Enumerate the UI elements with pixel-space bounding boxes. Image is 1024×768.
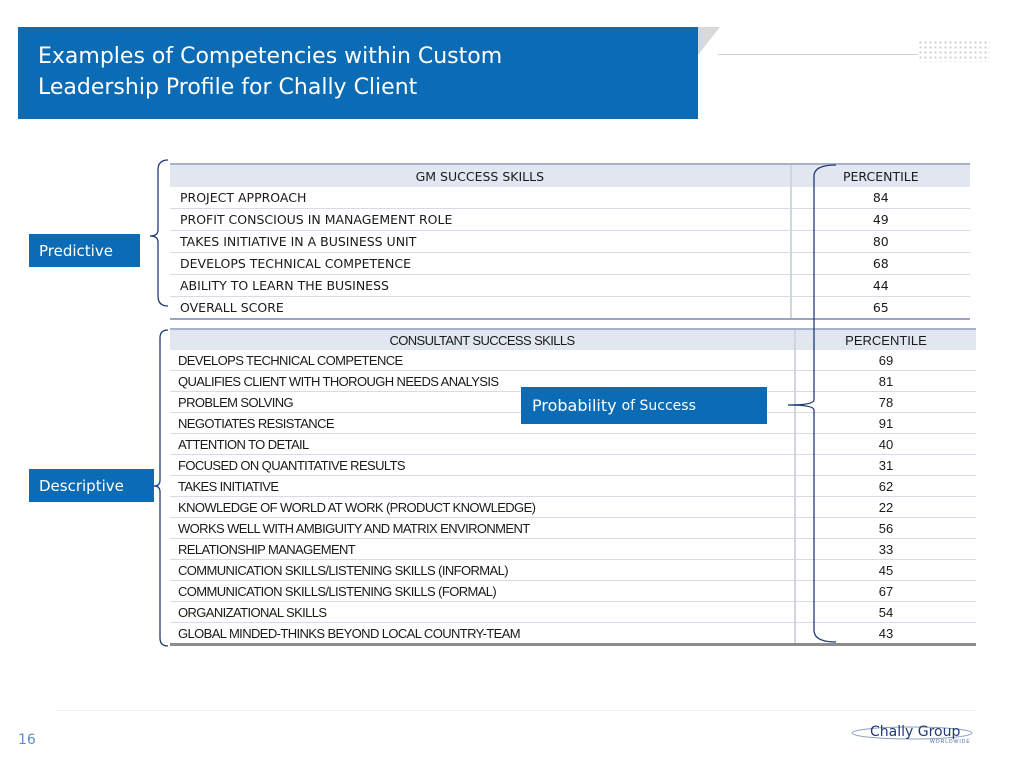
- skill-cell: ORGANIZATIONAL SKILLS: [170, 602, 795, 623]
- percentile-cell: 45: [795, 560, 976, 581]
- percentile-cell: 33: [795, 539, 976, 560]
- table-row: [170, 539, 976, 560]
- percentile-cell: 81: [795, 371, 976, 392]
- skill-cell: PROJECT APPROACH: [170, 187, 791, 209]
- page-number: 16: [18, 732, 36, 748]
- table-row: [170, 253, 970, 275]
- dot-pattern-decoration: [918, 40, 990, 62]
- table-row: [170, 231, 970, 253]
- percentile-cell: 84: [791, 187, 970, 209]
- percentile-cell: 80: [791, 231, 970, 253]
- table-header-row: [170, 164, 970, 187]
- skill-cell: KNOWLEDGE OF WORLD AT WORK (PRODUCT KNOWLEDGE): [170, 497, 795, 518]
- skill-cell: WORKS WELL WITH AMBIGUITY AND MATRIX ENVIRONMENT: [170, 518, 795, 539]
- percentile-cell: 91: [795, 413, 976, 434]
- table-row: [170, 476, 976, 497]
- skill-cell: COMMUNICATION SKILLS/LISTENING SKILLS (INFORMAL): [170, 560, 795, 581]
- title-tab-decoration: [698, 27, 720, 55]
- table-row: [170, 209, 970, 231]
- table-row: [170, 623, 976, 645]
- column-header-skill: CONSULTANT SUCCESS SKILLS: [170, 329, 795, 350]
- skill-cell: TAKES INITIATIVE: [170, 476, 795, 497]
- table-row: [170, 275, 970, 297]
- skill-cell: ATTENTION TO DETAIL: [170, 434, 795, 455]
- percentile-cell: 49: [791, 209, 970, 231]
- percentile-cell: 65: [791, 297, 970, 320]
- predictive-label: Predictive: [29, 234, 140, 267]
- probability-of-success-label: [521, 387, 767, 424]
- table-row: [170, 297, 970, 320]
- descriptive-bracket: [154, 330, 168, 646]
- gm-success-skills-table: [170, 163, 970, 320]
- title-banner: [18, 27, 698, 119]
- skill-cell: PROBLEM SOLVING: [170, 392, 795, 413]
- percentile-cell: 54: [795, 602, 976, 623]
- skill-cell: DEVELOPS TECHNICAL COMPETENCE: [170, 350, 795, 371]
- percentile-cell: 62: [795, 476, 976, 497]
- table-row: [170, 187, 970, 209]
- table-row: [170, 350, 976, 371]
- percentile-cell: 78: [795, 392, 976, 413]
- column-header-percentile: PERCENTILE: [791, 164, 970, 187]
- table-row: [170, 560, 976, 581]
- percentile-cell: 44: [791, 275, 970, 297]
- table-row: [170, 497, 976, 518]
- descriptive-label: Descriptive: [29, 469, 154, 502]
- title-rule: [718, 54, 918, 55]
- percentile-cell: 69: [795, 350, 976, 371]
- table-row: [170, 581, 976, 602]
- percentile-cell: 40: [795, 434, 976, 455]
- skill-cell: GLOBAL MINDED-THINKS BEYOND LOCAL COUNTRY-TEAM: [170, 623, 795, 645]
- logo-name: Chally Group: [870, 724, 961, 740]
- table-row: [170, 518, 976, 539]
- percentile-cell: 56: [795, 518, 976, 539]
- percentile-cell: 22: [795, 497, 976, 518]
- percentile-cell: 68: [791, 253, 970, 275]
- skill-cell: OVERALL SCORE: [170, 297, 791, 320]
- percentile-cell: 67: [795, 581, 976, 602]
- of-success-text: of Success: [621, 397, 696, 414]
- table-row: [170, 455, 976, 476]
- skill-cell: DEVELOPS TECHNICAL COMPETENCE: [170, 253, 791, 275]
- skill-cell: TAKES INITIATIVE IN A BUSINESS UNIT: [170, 231, 791, 253]
- skill-cell: FOCUSED ON QUANTITATIVE RESULTS: [170, 455, 795, 476]
- skill-cell: ABILITY TO LEARN THE BUSINESS: [170, 275, 791, 297]
- predictive-bracket: [150, 160, 168, 306]
- skill-cell: NEGOTIATES RESISTANCE: [170, 413, 795, 434]
- slide-title: Examples of Competencies within Custom Leadership Profile for Chally Client: [38, 44, 503, 100]
- skill-cell: COMMUNICATION SKILLS/LISTENING SKILLS (FORMAL): [170, 581, 795, 602]
- table-header-row: [170, 329, 976, 350]
- consultant-success-skills-table: [170, 328, 976, 646]
- table-row: [170, 434, 976, 455]
- percentile-cell: 43: [795, 623, 976, 645]
- table-row: [170, 602, 976, 623]
- probability-word: Probability: [532, 396, 617, 415]
- skill-cell: RELATIONSHIP MANAGEMENT: [170, 539, 795, 560]
- footer-rule: [55, 710, 975, 711]
- column-header-skill: GM SUCCESS SKILLS: [170, 164, 791, 187]
- percentile-cell: 31: [795, 455, 976, 476]
- skill-cell: QUALIFIES CLIENT WITH THOROUGH NEEDS ANALYSIS: [170, 371, 795, 392]
- logo-subtitle: WORLDWIDE: [930, 739, 971, 745]
- chally-group-logo: [850, 722, 975, 748]
- skill-cell: PROFIT CONSCIOUS IN MANAGEMENT ROLE: [170, 209, 791, 231]
- column-header-percentile: PERCENTILE: [795, 329, 976, 350]
